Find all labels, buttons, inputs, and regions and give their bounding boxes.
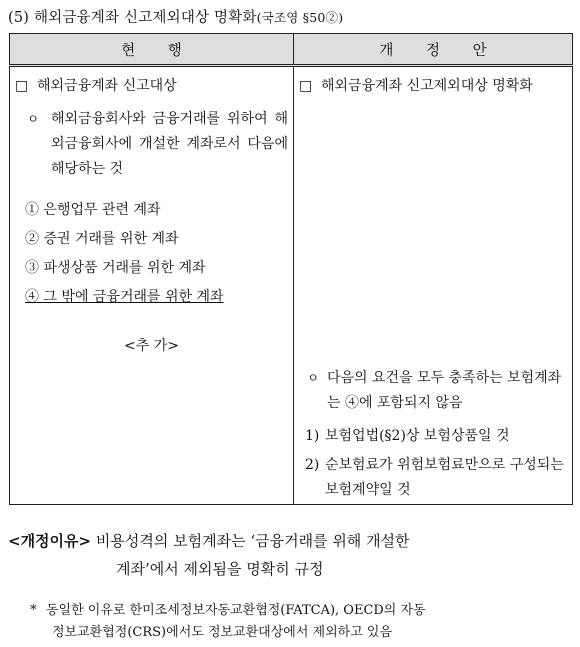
table-header-row: [10, 34, 573, 66]
revised-column: [294, 66, 573, 505]
condition-number: 1): [305, 428, 320, 444]
asterisk-icon: *: [30, 603, 37, 618]
footnote: [30, 600, 575, 644]
condition-number: 2): [305, 457, 320, 473]
add-label: <추 가>: [124, 338, 179, 354]
current-heading: 해외금융계좌 신고대상: [37, 78, 177, 94]
condition-text: 보험업법(§2)상 보험상품일 것: [325, 428, 510, 444]
section-title-reference: (국조영 §50②): [256, 10, 344, 25]
current-column: [10, 66, 294, 505]
condition-text: 순보험료가 위험보험료만으로 구성되는 보험계약일 것: [325, 457, 564, 498]
list-item: [305, 453, 567, 503]
current-bullet-text: 해외금융회사와 금융거래를 위하여 해외금융회사에 개설한 계좌로서 다음에 해당하는 것: [51, 111, 288, 177]
circle-bullet-icon: ㅇ: [307, 371, 319, 385]
list-item: ② 증권 거래를 위한 계좌: [25, 231, 179, 247]
header-current: 현 행: [10, 34, 294, 66]
list-item: [305, 424, 567, 449]
revision-reason-line1: 비용성격의 보험계좌는 ‘금융거래를 위해 개설한: [95, 532, 410, 550]
revision-reason-label: <개정이유>: [8, 532, 92, 550]
section-title-main: (5) 해외금융계좌 신고제외대상 명확화: [8, 10, 257, 26]
revised-condition-list: [299, 424, 567, 503]
header-revised: 개 정 안: [294, 34, 573, 66]
current-account-list: [15, 196, 288, 312]
revision-reason: [8, 527, 574, 583]
comparison-table: [9, 33, 573, 505]
section-title: [8, 6, 343, 27]
checkbox-square-icon: □: [15, 78, 29, 94]
revision-reason-line2: 계좌’에서 제외됨을 명확히 규정: [116, 560, 324, 578]
revised-bullet-text: 다음의 요건을 모두 충족하는 보험계좌는 ④에 포함되지 않음: [327, 370, 562, 411]
list-item: ① 은행업무 관련 계좌: [25, 202, 161, 218]
footnote-line2: 정보교환협정(CRS)에서도 정보교환대상에서 제외하고 있음: [52, 625, 393, 640]
checkbox-square-icon: □: [299, 78, 313, 94]
table-body-row: [10, 66, 573, 505]
circle-bullet-icon: ㅇ: [27, 112, 39, 126]
list-item: ③ 파생상품 거래를 위한 계좌: [25, 260, 206, 276]
footnote-line1: 동일한 이유로 한미조세정보자동교환협정(FATCA), OECD의 자동: [46, 603, 426, 618]
revised-heading: 해외금융계좌 신고제외대상 명확화: [321, 78, 533, 94]
list-item: ④ 그 밖에 금융거래를 위한 계좌: [25, 289, 224, 305]
